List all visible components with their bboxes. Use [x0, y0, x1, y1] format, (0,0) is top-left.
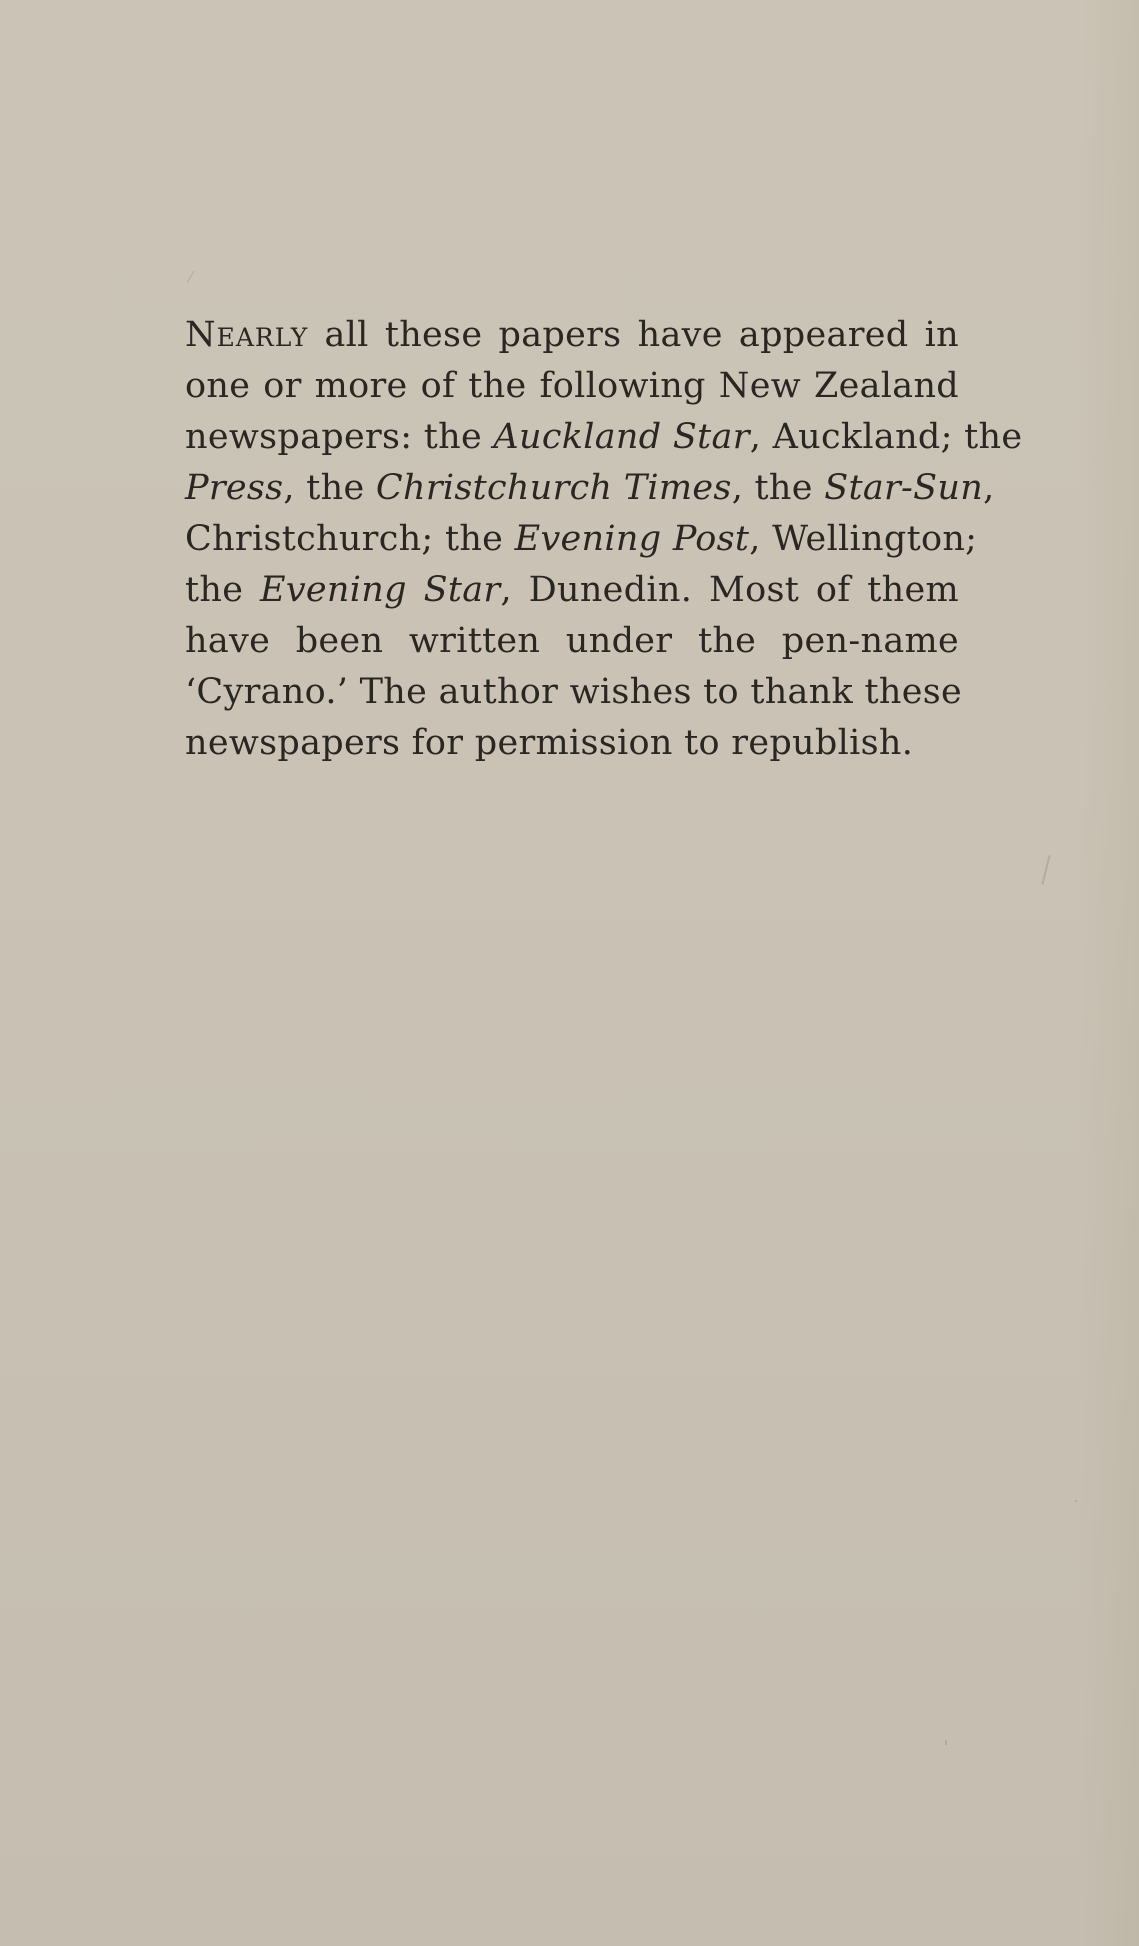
newspaper-title: Evening Post: [514, 519, 750, 559]
newspaper-title: Star-Sun: [824, 468, 984, 508]
newspaper-title: Evening Star: [260, 570, 501, 610]
paper-speck: [945, 1740, 947, 1745]
newspaper-title: Auckland Star: [493, 417, 750, 457]
newspaper-title: Press: [185, 468, 284, 508]
lead-word: Nearly: [185, 315, 309, 355]
text-line-4: Press, the Christchurch Times, the Star-Sun,: [185, 468, 995, 508]
paper-speck: [1041, 855, 1050, 885]
text-line-7: have been written under the pen-name: [185, 621, 959, 661]
text-line-6: the Evening Star, Dunedin. Most of them: [185, 570, 959, 610]
text-line-5: Christchurch; the Evening Post, Wellington;: [185, 519, 978, 559]
newspaper-title: Christchurch Times: [375, 468, 732, 508]
paper-speck: [187, 271, 195, 284]
text-line-9: newspapers for permission to republish.: [185, 723, 914, 763]
page-edge-shadow: [1079, 0, 1139, 1946]
text-line-3: newspapers: the Auckland Star, Auckland; the: [185, 417, 1023, 457]
text-line-1: Nearly all these papers have appeared in: [185, 315, 959, 355]
acknowledgement-paragraph: [185, 310, 1023, 769]
text-line-2: one or more of the following New Zealand: [185, 366, 959, 406]
text-line-8: ‘Cyrano.’ The author wishes to thank these: [185, 672, 962, 712]
paper-speck: [1075, 1500, 1077, 1502]
